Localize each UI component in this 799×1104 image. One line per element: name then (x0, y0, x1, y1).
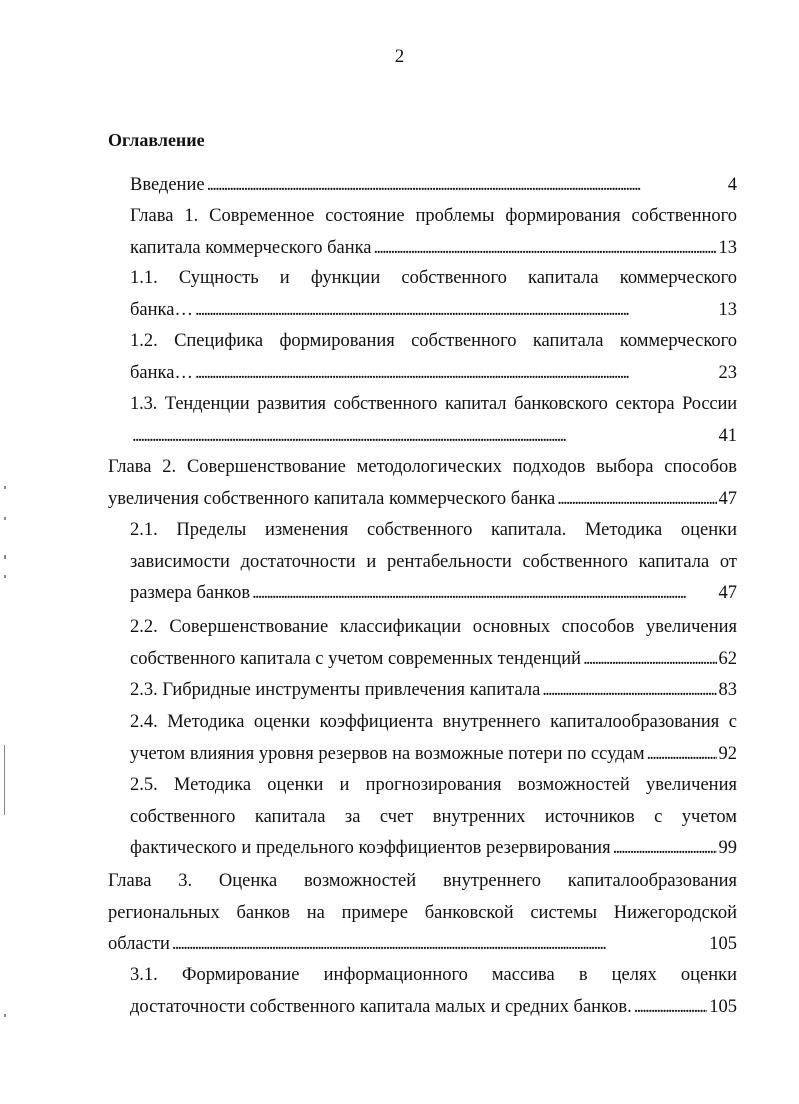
toc-entry-section-1-2[interactable] (130, 326, 737, 389)
toc-entry-text: 2.4. Методика оценки коэффициента внутреннего капиталообразования с (130, 712, 737, 732)
toc-entry-text: региональных банков на примере банковской системы Нижегородской (108, 902, 737, 923)
scan-artifact (4, 575, 6, 578)
toc-leader-dots (613, 833, 717, 865)
toc-entry-text: Глава 1. Современное состояние проблемы формирования собственного (130, 206, 737, 226)
toc-leader-dots (172, 929, 707, 961)
toc-entry-section-2-3[interactable] (130, 675, 737, 707)
toc-page-number: 105 (709, 934, 737, 954)
toc-entry-text: собственного капитала с учетом современных тенденций (130, 648, 582, 669)
toc-entry-text: размера банков (130, 583, 251, 603)
toc-page-number: 62 (718, 648, 737, 669)
toc-page-number: 83 (718, 680, 737, 700)
toc-entry-text: Глава 3. Оценка возможностей внутреннего капиталообразования (108, 871, 737, 891)
toc-leader-dots (207, 170, 726, 202)
toc-entry-text: Введение (130, 175, 205, 195)
toc-entry-section-2-4[interactable] (130, 707, 737, 770)
toc-entry-text: 1.2. Специфика формирования собственного капитала коммерческого (130, 331, 737, 351)
toc-entry-text: 1.1. Сущность и функции собственного капитала коммерческого (130, 268, 737, 288)
toc-entry-text: 2.3. Гибридные инструменты привлечения капитала (130, 680, 541, 700)
scan-artifact (4, 486, 6, 489)
toc-page-number: 47 (718, 583, 737, 603)
toc-entry-text: собственного капитала за счет внутренних источников с учетом (130, 806, 737, 827)
toc-leader-dots (195, 358, 717, 390)
toc-entry-text: достаточности собственного капитала малых и средних банков. (130, 996, 632, 1017)
toc-page-number: 105 (709, 996, 737, 1017)
toc-page-number: 13 (718, 237, 737, 258)
toc-entry-section-1-3[interactable] (130, 389, 737, 452)
toc-leader-dots (374, 233, 717, 265)
toc-entry-section-3-1[interactable] (130, 960, 737, 1023)
toc-entry-section-2-1[interactable] (130, 515, 737, 610)
toc-leader-dots (195, 295, 717, 327)
toc-page-number: 4 (727, 175, 737, 195)
toc-page-number: 41 (718, 425, 737, 446)
toc-leader-dots (132, 421, 717, 453)
toc-entry-chapter-2[interactable] (108, 452, 737, 515)
toc-entry-section-2-5[interactable] (130, 770, 737, 865)
toc-entry-text: зависимости достаточности и рентабельности собственного капитала от (130, 551, 737, 572)
toc-leader-dots (647, 739, 717, 771)
toc-page-number: 23 (718, 362, 737, 383)
toc-entry-introduction[interactable] (130, 170, 737, 202)
toc-page-number: 47 (718, 488, 737, 509)
toc-entry-text: банка… (130, 362, 193, 383)
toc-entry-chapter-3[interactable] (108, 866, 737, 961)
toc-entry-text: 3.1. Формирование информационного массива в целях оценки (130, 965, 737, 985)
toc-entry-chapter-1[interactable] (130, 201, 737, 264)
scan-artifact (4, 745, 5, 815)
toc-entry-text: 1.3. Тенденции развития собственного капитал банковского сектора России (130, 394, 737, 414)
toc-entry-text: учетом влияния уровня резервов на возможные потери по ссудам (130, 743, 645, 764)
scan-artifact (4, 517, 6, 520)
toc-page-number: 13 (718, 299, 737, 320)
toc-leader-dots (557, 484, 716, 516)
toc-entry-text: увеличения собственного капитала коммерческого банка (108, 488, 556, 509)
toc-entry-section-1-1[interactable] (130, 263, 737, 326)
toc-entry-text: банка… (130, 299, 193, 320)
toc-entry-text: области (108, 934, 170, 954)
toc-entry-text: фактического и предельного коэффициентов резервирования (130, 838, 611, 858)
scan-artifact (4, 555, 6, 559)
toc-leader-dots (634, 992, 708, 1024)
toc-entry-text: Глава 2. Совершенствование методологических подходов выбора способов (108, 457, 737, 477)
toc-entry-text: 2.1. Пределы изменения собственного капитала. Методика оценки (130, 520, 737, 540)
scan-artifact (4, 1014, 6, 1017)
toc-leader-dots (252, 578, 716, 610)
page-number: 2 (394, 46, 405, 67)
toc-page-number: 92 (718, 743, 737, 764)
toc-entry-text: 2.2. Совершенствование классификации основных способов увеличения (130, 617, 737, 637)
toc-leader-dots (583, 644, 716, 676)
toc-entry-text: 2.5. Методика оценки и прогнозирования возможностей увеличения (130, 775, 737, 795)
toc-leader-dots (542, 675, 716, 707)
toc-title: Оглавление (108, 130, 205, 150)
toc-page-number: 99 (718, 838, 737, 858)
toc-entry-text: капитала коммерческого банка (130, 237, 372, 258)
toc-entry-section-2-2[interactable] (130, 612, 737, 675)
